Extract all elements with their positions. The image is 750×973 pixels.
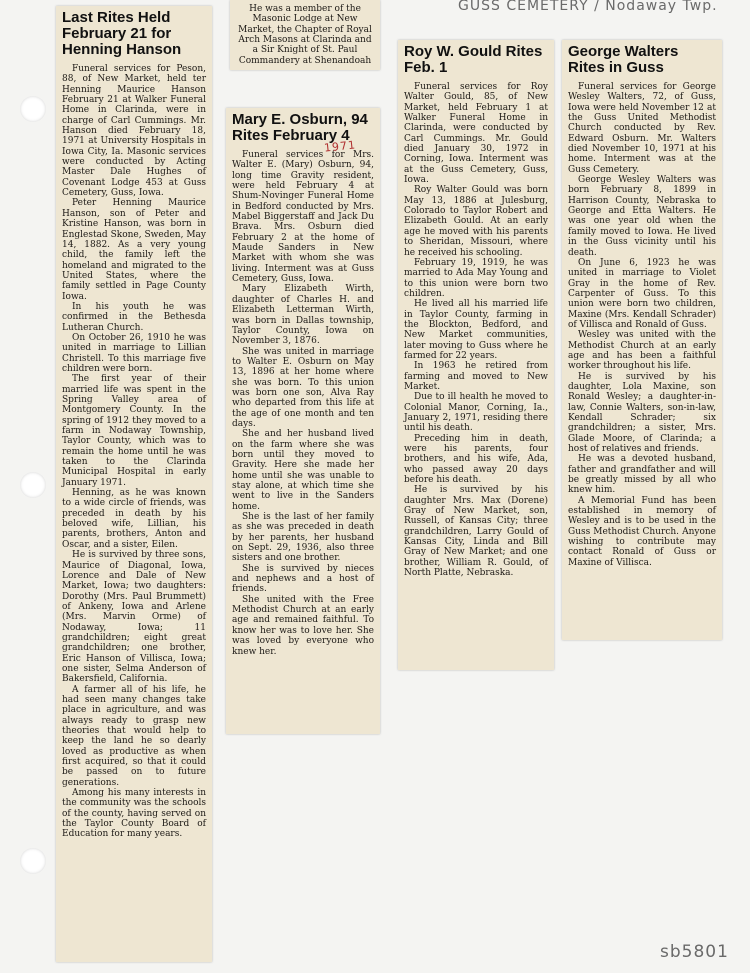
paragraph: In his youth he was confirmed in the Bethesda Lutheran Church. xyxy=(62,301,206,333)
paragraph: She is the last of her family as she was preceded in death by her parents, her husband on Sept. 29, 1936, also three sisters and one brother. xyxy=(232,512,374,564)
paragraph: A farmer all of his life, he had seen many changes take place in agriculture, and was always ready to grasp new theories that would help to keep the land he so dearly loved as productive as when first acquired, so that it could be passed on to future generations. xyxy=(62,684,206,788)
paragraph: He is survived by his daughter Mrs. Max (Dorene) Gray of New Market, son, Russell, of Kansas City; three grandchildren, Larry Gould of Kansas City, Linda and Bill Gray of New Market; and one brother, William R. Gould, of North Platte, Nebraska. xyxy=(404,485,548,579)
paragraph: On October 26, 1910 he was united in marriage to Lillian Christell. To this marriage five children were born. xyxy=(62,332,206,374)
paragraph: Funeral services for Roy Walter Gould, 85, of New Market, held February 1 at Walker Funeral Home in Clarinda, were conducted by Carl Cummings. Mr. Gould died January 30, 1972 in Corning, Iowa. Interment was at the Guss Cemetery, Guss, Iowa. xyxy=(404,82,548,186)
paragraph: Preceding him in death, were his parents, four brothers, and his wife, Ada, who passed away 20 days before his death. xyxy=(404,433,548,486)
paragraph: He is survived by three sons, Maurice of Diagonal, Iowa, Lorence and Dale of New Market, Iowa; two daughters: Dorothy (Mrs. Paul Brummett) of Ankeny, Iowa and Arlene (Mrs. Marvin Orme) of Nodaway, Iowa; 11 grandchildren; eight great grandchildren; one brother, Eric Hanson of Villisca, Iowa; one sister, Selma Anderson of Bakersfield, California. xyxy=(62,550,206,685)
paragraph: George Wesley Walters was born February 8, 1899 in Harrison County, Nebraska to George and Etta Walters. He was one year old when the family moved to Iowa. He lived in the Guss vicinity until his death. xyxy=(568,175,716,258)
binder-hole xyxy=(20,96,46,122)
obituary-clipping-gould xyxy=(398,40,554,670)
handwritten-cemetery-note: GUSS CEMETERY / Nodaway Twp. xyxy=(458,0,718,14)
paragraph: He was a member of the Masonic Lodge at New Market, the Chapter of Royal Arch Masons at Clarinda and a Sir Knight of St. Paul Commandery at Shenandoah xyxy=(238,4,372,66)
paragraph: In 1963 he retired from farming and moved to New Market. xyxy=(404,361,548,392)
paragraph: She united with the Free Methodist Church at an early age and remained faithful. To know her was to love her. She was loved by everyone who knew her. xyxy=(232,594,374,657)
headline-walters: George Walters Rites in Guss xyxy=(568,43,679,76)
obituary-clipping-walters xyxy=(562,40,722,640)
clipping-masonic-membership xyxy=(230,0,380,70)
paragraph: Funeral services for George Wesley Walters, 72, of Guss, Iowa were held November 12 at the Guss United Methodist Church conducted by Rev. Edward Osburn. Mr. Walters died November 10, 1971 at his home. Interment was at the Guss Cemetery. xyxy=(568,82,716,175)
paragraph: Roy Walter Gould was born May 13, 1886 at Julesburg, Colorado to Taylor Robert and Elizabeth Gould. At an early age he moved with his parents to Sheridan, Missouri, where he received his schooling. xyxy=(404,185,548,258)
headline-hanson: Last Rites Held February 21 for Henning Hanson xyxy=(62,9,182,58)
headline-gould: Roy W. Gould Rites Feb. 1 xyxy=(404,43,543,76)
paragraph: Mary Elizabeth Wirth, daughter of Charles H. and Elizabeth Letterman Wirth, was born in Dallas township, Taylor County, Iowa on November 3, 1876. xyxy=(232,284,374,347)
paragraph: Funeral services for Peson, 88, of New Market, held ter Henning Maurice Hanson February 21 at Walker Funeral Home in Clarinda, were in charge of Carl Cummings. Mr. Hanson died February 18, 1971 at University Hospitals in Iowa City, Ia. Masonic services were conducted by Acting Master Dale Hughes of Covenant Lodge 453 at Guss Cemetery, Guss, Iowa. xyxy=(62,64,206,199)
binder-hole xyxy=(20,472,46,498)
paragraph: Due to ill health he moved to Colonial Manor, Corning, Ia., January 2, 1971, residing there until his death. xyxy=(404,392,548,434)
paragraph: A Memorial Fund has been established in memory of Wesley and is to be used in the Guss Methodist Church. Anyone wishing to contribute may contact Ronald of Guss or Maxine of Villisca. xyxy=(568,495,716,568)
paragraph: February 19, 1919, he was married to Ada May Young and to this union were born two children. xyxy=(404,257,548,299)
handwritten-record-id: sb5801 xyxy=(660,942,729,962)
paragraph: He lived all his married life in Taylor County, farming in the Blockton, Bedford, and New Market communities, later moving to Guss where he farmed for 22 years. xyxy=(404,299,548,361)
obituary-clipping-osburn xyxy=(226,108,380,734)
paragraph: She was united in marriage to Walter E. Osburn on May 13, 1896 at her home where she was born. To this union was born one son, Alva Ray who departed from this life at the age of one month and ten days. xyxy=(232,346,374,429)
paragraph: He was a devoted husband, father and grandfather and will be greatly missed by all who knew him. xyxy=(568,454,716,496)
paragraph: Among his many interests in the community was the schools of the county, having served on the Taylor County Board of Education for many years. xyxy=(62,788,206,840)
paragraph: She and her husband lived on the farm where she was born until they moved to Gravity. Here she made her home until she was unable to stay alone, at which time she went to live in the Sanders home. xyxy=(232,429,374,512)
paragraph: The first year of their married life was spent in the Spring Valley area of Montgomery County. In the spring of 1912 they moved to a farm in Nodaway Township, Taylor County, which was to remain the home until he was taken to the Clarinda Municipal Hospital in early January 1971. xyxy=(62,374,206,488)
paragraph: He is survived by his daughter, Lola Maxine, son Ronald Wesley; a daughter-in-law, Connie Walters, son-in-law, Kendall Schrader; six grandchildren; a sister, Mrs. Glade Moore, of Clarinda; a host of relatives and friends. xyxy=(568,371,716,455)
paragraph: On June 6, 1923 he was united in marriage to Violet Gray in the home of Rev. Carpenter of Guss. To this union were born two children, Maxine (Mrs. Kendall Schrader) of Villisca and Ronald of Guss. xyxy=(568,257,716,330)
paragraph: Wesley was united with the Methodist Church at an early age and has been a faithful worker throughout his life. xyxy=(568,330,716,372)
paragraph: Henning, as he was known to a wide circle of friends, was preceded in death by his beloved wife, Lillian, his parents, brothers, Anton and Oscar, and a sister, Eilen. xyxy=(62,488,206,550)
paragraph: She is survived by nieces and nephews and a host of friends. xyxy=(232,563,374,595)
paragraph: Peter Henning Maurice Hanson, son of Peter and Kristine Hanson, was born in Englestad Skone, Sweden, May 14, 1882. As a very young child, the family left the homeland and migrated to the United States, where the family settled in Page County Iowa. xyxy=(62,198,206,302)
headline-osburn: Mary E. Osburn, 94 Rites February 4 xyxy=(232,111,368,144)
paragraph: Funeral services for Mrs. Walter E. (Mary) Osburn, 94, long time Gravity resident, were held February 4 at Shum-Novinger Funeral Home in Bedford conducted by Mrs. Mabel Biggerstaff and Jack Du Brava. Mrs. Osburn died February 2 at the home of Maude Sanders in New Market with whom she was living. Interment was at Guss Cemetery, Guss, Iowa. xyxy=(232,150,374,285)
handwritten-year: 1971 xyxy=(323,138,357,155)
binder-hole xyxy=(20,848,46,874)
obituary-clipping-hanson xyxy=(56,6,212,962)
